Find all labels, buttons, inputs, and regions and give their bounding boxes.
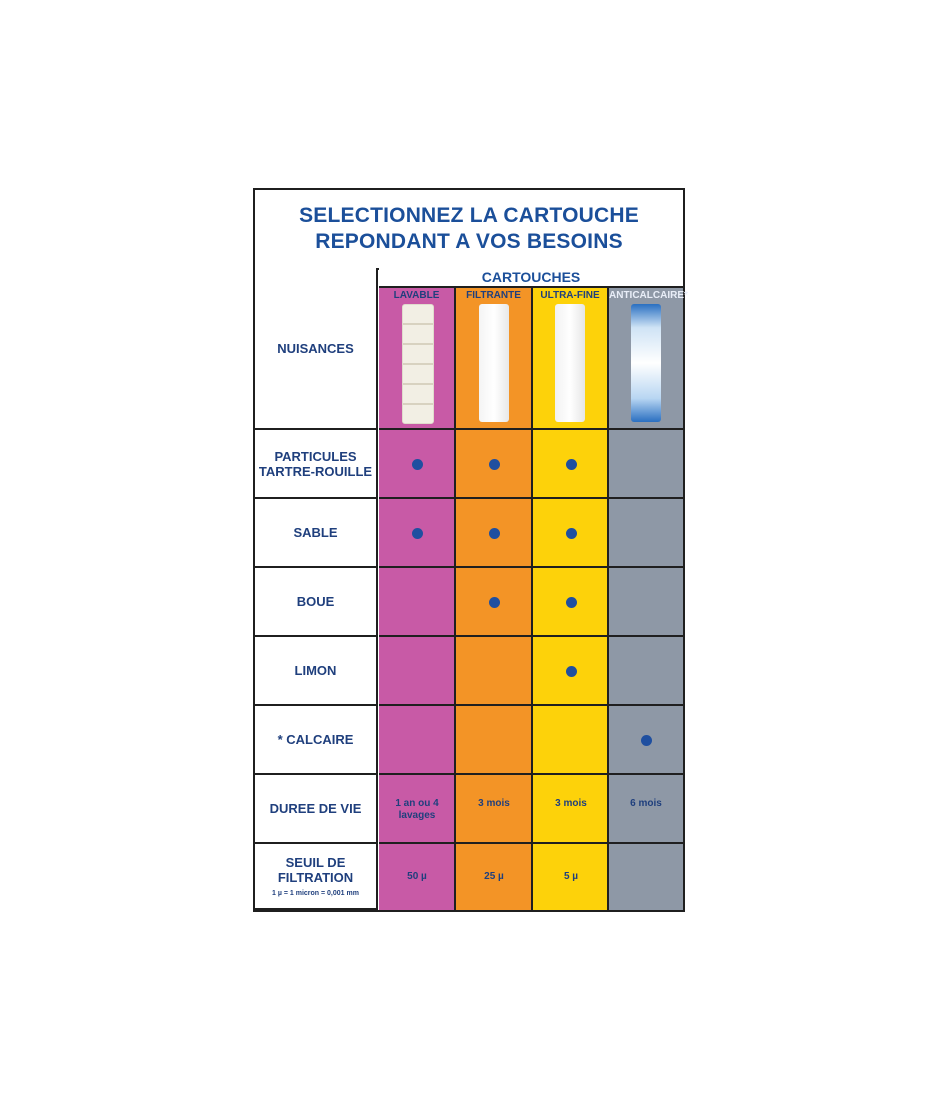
row-label-text: SABLE — [293, 525, 338, 540]
row-label — [255, 637, 378, 706]
title-line-2: REPONDANT A VOS BESOINS — [315, 230, 623, 253]
row-label-text: DUREE DE VIE — [269, 801, 362, 816]
recommended-dot — [566, 459, 577, 470]
recommended-dot — [489, 528, 500, 539]
row-label-text: SEUIL DE — [285, 854, 346, 870]
duree-value: 3 mois — [478, 797, 510, 809]
recommended-dot — [412, 459, 423, 470]
unit-note: 1 µ = 1 micron = 0,001 mm — [272, 889, 359, 897]
title-line-1: SELECTIONNEZ LA CARTOUCHE — [299, 204, 639, 227]
row-label-text: * CALCAIRE — [277, 732, 354, 747]
recommended-dot — [566, 528, 577, 539]
ultra-fine-cartridge-image — [555, 304, 585, 422]
row-divider — [379, 704, 683, 706]
lavable-cartridge-image — [402, 304, 434, 424]
row-divider — [379, 773, 683, 775]
seuil-value: 50 µ — [407, 871, 427, 882]
nuisances-header — [255, 268, 378, 430]
row-label-text: TARTRE-ROUILLE — [258, 463, 373, 479]
row-label — [255, 430, 378, 499]
column-name: ULTRA-FINE — [540, 290, 600, 301]
column-name: LAVABLE — [393, 290, 440, 301]
row-label-text: FILTRATION — [277, 869, 354, 885]
row-divider — [379, 635, 683, 637]
row-label-text: LIMON — [294, 663, 337, 678]
row-label-text: BOUE — [296, 594, 335, 609]
nuisances-label: NUISANCES — [277, 340, 354, 356]
duree-value: 6 mois — [630, 797, 662, 809]
row-divider — [379, 566, 683, 568]
recommended-dot — [489, 597, 500, 608]
cartridge-selection-table — [253, 188, 688, 912]
recommended-dot — [566, 666, 577, 677]
anticalcaire-cartridge-image — [631, 304, 661, 422]
row-divider — [379, 842, 683, 844]
duree-value: 3 mois — [555, 797, 587, 809]
table-title — [255, 190, 683, 270]
column-anticalcaire — [609, 288, 688, 910]
recommended-dot — [641, 735, 652, 746]
seuil-value: 5 µ — [563, 871, 579, 882]
cartouches-header: CARTOUCHES — [379, 268, 683, 288]
recommended-dot — [566, 597, 577, 608]
duree-value: 1 an ou 4 lavages — [395, 797, 439, 821]
seuil-label — [255, 844, 378, 910]
row-label — [255, 568, 378, 637]
row-label — [255, 706, 378, 775]
recommended-dot — [489, 459, 500, 470]
duree-label — [255, 775, 378, 844]
column-name: FILTRANTE — [466, 290, 521, 301]
recommended-dot — [412, 528, 423, 539]
row-divider — [379, 497, 683, 499]
row-divider — [379, 428, 683, 430]
seuil-value: 25 µ — [484, 871, 504, 882]
column-name: ANTICALCAIRE* — [609, 290, 688, 301]
filtrante-cartridge-image — [479, 304, 509, 422]
row-label — [255, 499, 378, 568]
row-label-text: PARTICULES — [274, 448, 357, 464]
